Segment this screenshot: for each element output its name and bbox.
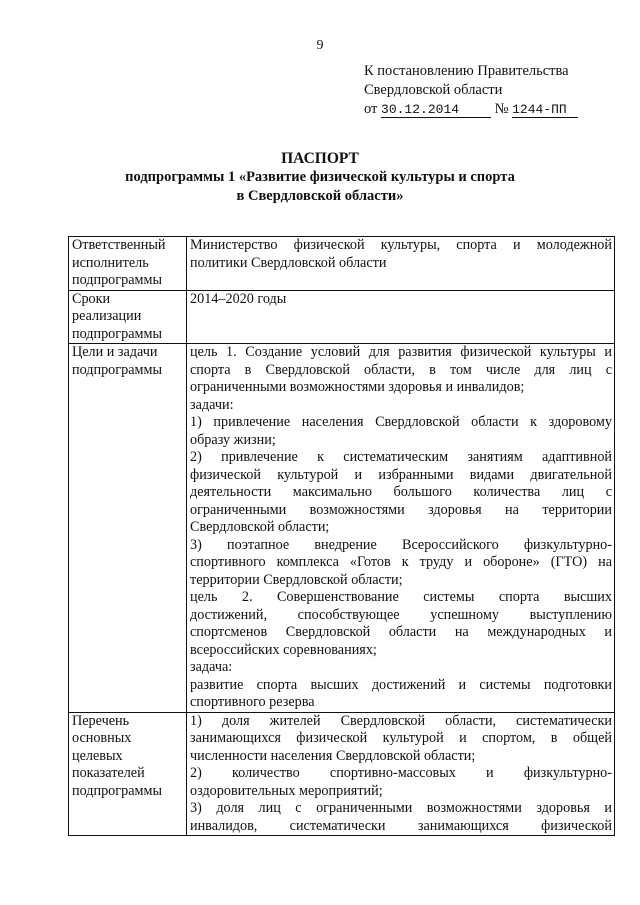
label-line: реализации (72, 308, 142, 324)
value-line: 2) привлечение к систематическим занятиям адаптивной (190, 449, 612, 465)
label-period (69, 290, 187, 344)
label-line: целевых (72, 747, 123, 764)
decree-number-prefix: № (494, 101, 509, 117)
value-line: занимающихся физической культурой и спортом, в общей (190, 730, 612, 746)
value-line: оздоровительных мероприятий; (190, 782, 383, 799)
value-line: 3) доля лиц с ограниченными возможностями здоровья и (190, 800, 612, 816)
value-line: развитие спорта высших достижений и системы подготовки (190, 676, 612, 693)
value-line: всероссийских соревнованиях; (190, 641, 377, 658)
value-line: ограниченными возможностями здоровья и инвалидов; (190, 379, 525, 395)
value-line: спортсменов Свердловской области на международных и (190, 624, 612, 640)
value-line: достижений, способствующее успешному выступлению (190, 606, 612, 623)
table-row-goals (69, 344, 615, 713)
decree-line-2: Свердловской области (364, 82, 503, 98)
value-line: 1) привлечение населения Свердловской области к здоровому (190, 414, 612, 430)
value-line: физической культурой и избранными видами двигательной (190, 466, 612, 483)
decree-reference (364, 62, 578, 119)
label-line: подпрограммы (72, 361, 162, 378)
label-line: подпрограммы (72, 782, 162, 799)
document-subtitle (0, 168, 640, 206)
value-line: цель 1. Создание условий для развития физической культуры и (190, 344, 612, 360)
value-line: спортивного резерва (190, 694, 315, 710)
value-line: образу жизни; (190, 431, 276, 448)
label-responsible (69, 237, 187, 291)
value-line: Свердловской области; (190, 519, 330, 535)
value-line: ограниченными возможностями здоровья на территории (190, 501, 612, 518)
label-goals (69, 344, 187, 713)
decree-line-1: К постановлению Правительства (364, 63, 569, 79)
decree-number: 1244-ПП (512, 103, 578, 118)
label-line: подпрограммы (72, 272, 162, 288)
value-line: 2) количество спортивно-массовых и физкультурно- (190, 765, 612, 781)
value-line: задача: (190, 659, 233, 675)
value-line: инвалидов, систематически занимающихся физической (190, 817, 612, 834)
value-goals (187, 344, 615, 713)
value-line: 3) поэтапное внедрение Всероссийского физкультурно- (190, 536, 612, 553)
value-line: территории Свердловской области; (190, 571, 403, 588)
decree-date: 30.12.2014 (381, 103, 491, 118)
label-indicators (69, 712, 187, 836)
value-line: 1) доля жителей Свердловской области, систематически (190, 712, 612, 729)
document-title: ПАСПОРТ (281, 150, 359, 167)
label-line: Цели и задачи (72, 344, 158, 360)
page-number: 9 (316, 38, 324, 53)
value-line: спортивного комплекса «Готов к труду и обороне» (ГТО) на (190, 554, 612, 570)
passport-table (68, 236, 615, 836)
label-line: Перечень (72, 712, 130, 729)
value-line: политики Свердловской области (190, 254, 387, 271)
value-line: численности населения Свердловской области; (190, 747, 476, 764)
value-line: цель 2. Совершенствование системы спорта высших (190, 589, 612, 605)
label-line: Ответственный (72, 237, 166, 253)
subtitle-line-2: в Свердловской области» (236, 188, 404, 204)
value-line: 2014–2020 годы (190, 290, 287, 307)
value-line: Министерство физической культуры, спорта и молодежной (190, 237, 612, 253)
value-period (187, 290, 615, 344)
value-indicators (187, 712, 615, 836)
label-line: показателей (72, 765, 145, 781)
label-line: исполнитель (72, 254, 149, 271)
value-line: задачи: (190, 396, 234, 413)
table-row-responsible (69, 237, 615, 291)
value-line: деятельности максимально большого количества лиц с (190, 484, 612, 500)
label-line: Сроки (72, 290, 111, 307)
table-row-indicators (69, 712, 615, 836)
table-row-period (69, 290, 615, 344)
decree-date-line (364, 100, 578, 119)
label-line: основных (72, 730, 132, 746)
subtitle-line-1: подпрограммы 1 «Развитие физической культуры и спорта (125, 169, 515, 185)
value-responsible (187, 237, 615, 291)
value-line: спорта в Свердловской области, в том числе для лиц с (190, 361, 612, 378)
decree-date-prefix: от (364, 101, 378, 117)
label-line: подпрограммы (72, 325, 162, 342)
